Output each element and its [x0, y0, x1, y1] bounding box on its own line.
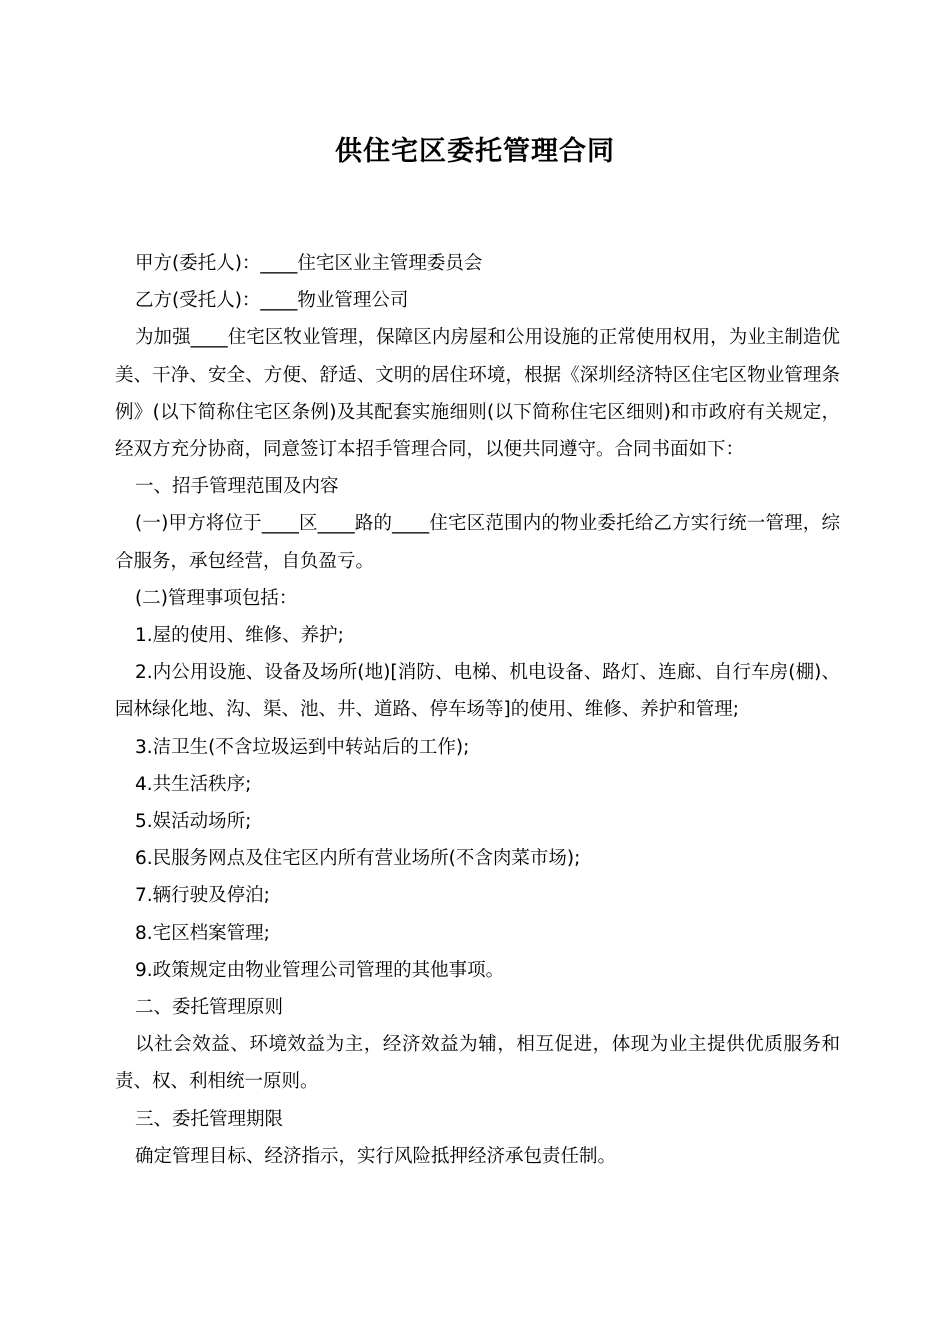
- list-item-5: 5.娱活动场所;: [135, 811, 252, 833]
- document-title: 供住宅区委托管理合同: [335, 136, 615, 167]
- list-item-8: 8.宅区档案管理;: [135, 922, 270, 944]
- section-heading-1: 一、招手管理范围及内容: [135, 476, 339, 498]
- party-b-line: 乙方(受托人)：____物业管理公司: [135, 290, 409, 312]
- section-heading-2: 二、委托管理原则: [135, 997, 284, 1019]
- party-a-line: 甲方(委托人)：____住宅区业主管理委员会: [135, 253, 483, 274]
- preamble-paragraph: 为加强____住宅区牧业管理，保障区内房屋和公用设施的正常使用权用，为业主制造优美、干净、安全、方便、舒适、文明的居住环境，根据《深圳经济特区住宅区物业管理条例》(以下简称住宅区条例)及其配套实施细则(以下简称住宅区细则)和市政府有关规定，经双方充分协商，同意签订本招手管理合同，以便共同遵守。合同书面如下：: [115, 327, 840, 461]
- term-paragraph: 确定管理目标、经济指示，实行风险抵押经济承包责任制。: [135, 1145, 617, 1167]
- list-item-9: 9.政策规定由物业管理公司管理的其他事项。: [135, 959, 505, 981]
- list-item-2: 2.内公用设施、设备及场所(地)[消防、电梯、机电设备、路灯、连廊、自行车房(棚)、园林绿化地、沟、渠、池、井、道路、停车场等]的使用、维修、养护和管理;: [115, 662, 840, 721]
- list-item-7: 7.辆行驶及停泊;: [135, 885, 270, 907]
- list-item-4: 4.共生活秩序;: [135, 773, 252, 795]
- clause-1-1: (一)甲方将位于____区____路的____住宅区范围内的物业委托给乙方实行统一管理，综合服务，承包经营，自负盈亏。: [115, 513, 840, 572]
- section-heading-3: 三、委托管理期限: [135, 1108, 284, 1130]
- list-item-1: 1.屋的使用、维修、养护;: [135, 625, 344, 647]
- clause-1-2: (二)管理事项包括：: [135, 587, 298, 609]
- principle-paragraph: 以社会效益、环境效益为主，经济效益为辅，相互促进，体现为业主提供优质服务和责、权、利相统一原则。: [115, 1034, 840, 1093]
- list-item-3: 3.洁卫生(不含垃圾运到中转站后的工作);: [135, 736, 470, 758]
- list-item-6: 6.民服务网点及住宅区内所有营业场所(不含肉菜市场);: [135, 848, 581, 870]
- document-body: [115, 245, 840, 1175]
